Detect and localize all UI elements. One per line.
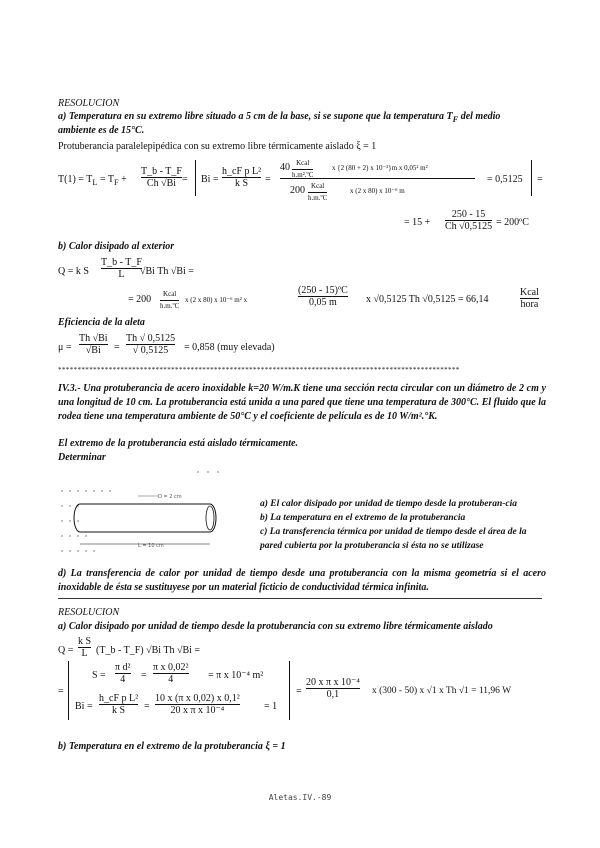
part-a-title-line2: ambiente es de 15°C.	[58, 125, 145, 136]
eq2-S-fraction-2: $\frac{\text{π x 0,02²}}{4}$	[153, 662, 189, 685]
divider-line	[58, 598, 542, 599]
length-label: L = 10 cm	[138, 543, 164, 549]
resolucion-heading: RESOLUCION	[58, 98, 120, 109]
bracket2-left	[68, 661, 69, 720]
question-a: a) El calor disipado por unidad de tiempo desde la protuberan-cia	[260, 499, 518, 509]
eq2-Bi-fraction-2: $\frac{\text{10 x (π x 0,02) x 0,1²}}{\text{20 x π x 10⁻⁴}}$	[155, 693, 240, 716]
eq-mu-fraction-2: $\frac{Th √ 0,5125}{√ 0,5125}$	[126, 333, 176, 356]
eq2-lead-equals: =	[58, 686, 64, 697]
eq2-Bi-lhs: Bi =	[75, 701, 93, 712]
eq2-Bi-result: = 1	[264, 701, 278, 712]
eq2-result-rest: x (300 - 50) x √1 x Th √1 = 11,96 W	[372, 686, 512, 696]
part-b-title: b) Calor disipado al exterior	[58, 241, 175, 252]
eq-bi-inner-denominator: 200 Kcal h.m.ºC x (2 x 80) x 10⁻⁶ m	[290, 182, 405, 202]
part2-a-title: a) Calor disipado por unidad de tiempo desde la protuberancia con su extremo libre térmicamente aislado	[58, 621, 493, 632]
cylinder-end	[206, 506, 214, 530]
eq-T1-end: =	[537, 174, 543, 185]
eq2-Bi-equals: =	[144, 701, 150, 712]
eq-Q2-a: = 200	[128, 294, 152, 305]
eq2-Bi-fraction: $\frac{\text{h\_cF p L²}}{\text{k S}}$	[99, 693, 139, 716]
eq-mu-equals: =	[114, 342, 120, 353]
eq-bi-label: Bi =	[201, 174, 219, 185]
eq2-result-equals: =	[296, 686, 302, 697]
eq-Q2-result-unit: Kcal hora	[520, 287, 539, 310]
question-list	[260, 497, 542, 553]
eq-Q-lhs: Q = k S	[58, 266, 89, 277]
fin-figure	[58, 466, 258, 566]
page-footer: Aletas.IV.-89	[268, 793, 332, 802]
eq-T1-result-b: = 200ºC	[496, 217, 529, 228]
eq2-S-result: = π x 10⁻⁴ m²	[208, 670, 264, 681]
part-a-title-line1: a) Temperatura en su extremo libre situado a 5 cm de la base, si se supone que la temperatura $T_F$ del medio	[58, 111, 501, 124]
protuberance-description: Protuberancia paralelepipédica con su extremo libre térmicamente aislado ξ = 1	[58, 141, 377, 152]
eq-Q-rest: √Bi Th √Bi =	[140, 266, 194, 277]
question-c: c) La transferencia térmica por unidad de tiempo desde el área de la pared cubierta por la protuberancia si ésta no se utilizase	[260, 527, 527, 551]
eq-T1-result-fraction: $\frac{250 - 15}{Ch √0,5125}$	[445, 209, 493, 232]
resolucion-heading-2: RESOLUCION	[58, 607, 120, 618]
eq2-Q-fraction: $\frac{\text{k S}}{L}$	[78, 636, 92, 659]
eq-T1-equals: =	[182, 174, 188, 185]
eq-T1-fraction: $\frac{T\_b - T\_F}{Ch √Bi}$	[141, 166, 182, 189]
determine-label: Determinar	[58, 452, 106, 463]
eq-T1-lhs: $T(1) = T_L = T_F$ +	[58, 174, 127, 187]
fluid-dots	[61, 471, 218, 551]
bracket-right	[531, 160, 532, 196]
question-b: b) La temperatura en el extremo de la protuberancia	[260, 513, 466, 523]
eq-mu-lhs: μ =	[58, 342, 72, 353]
cylinder-body	[74, 504, 216, 532]
eq-Q2-unit: Kcal h.m.ºC	[160, 290, 180, 310]
eq-Q2-c: x √0,5125 Th √0,5125 = 66,14	[366, 294, 489, 305]
eq2-Q-rest: (T_b - T_F) √Bi Th √Bi =	[96, 645, 201, 656]
eq-T1-result-a: = 15 +	[404, 217, 431, 228]
eq-Q2-b: x (2 x 80) x 10⁻⁶ m² x	[185, 296, 248, 304]
eq2-result-fraction: $\frac{\text{20 x π x 10⁻⁴}}{0,1}$	[306, 677, 360, 700]
bracket-left	[195, 160, 196, 196]
eq-bi-equals: =	[265, 174, 271, 185]
question-d: d) La transferencia de calor por unidad de tiempo desde una protuberancia con la misma geometría si el acero inoxidable de ésta se sustituyese por un material ficticio de conductividad térmica infinita.	[58, 568, 546, 593]
eq2-Q-lhs: Q =	[58, 645, 74, 656]
efficiency-title: Eficiencia de la aleta	[58, 317, 145, 328]
eq-bi-inner-numerator: 40 Kcal h.m².ºC x {2 (80 + 2) x 10⁻³}m x 0,05² m²	[280, 158, 475, 179]
eq-Q-fraction: $\frac{T\_b - T\_F}{L}$	[101, 257, 142, 280]
eq-Q2-fraction: $\frac{\text{(250 - 15)ºC}}{0,05 m}$	[298, 285, 348, 308]
eq-mu-result: = 0,858 (muy elevada)	[184, 342, 275, 353]
eq-bi-fraction: $\frac{\text{h\_cF p L²}}{\text{k S}}$	[222, 166, 262, 189]
problem-statement: IV.3.- Una protuberancia de acero inoxidable k=20 W/m.K tiene una sección recta circular con un diámetro de 2 cm y una longitud de 10 cm. La protuberancia está unida a una pared que tiene una temperatura de 300°C. El fluido que la rodea tiene una temperatura ambiente de 50°C y el coeficiente de película es de 10 W/m².°K.	[58, 383, 546, 422]
eq2-S-lhs: S =	[92, 670, 106, 681]
diameter-label: D = 2 cm	[158, 494, 182, 500]
eq2-S-equals: =	[141, 670, 147, 681]
eq-bi-result: = 0,5125	[487, 174, 523, 185]
part2-b-title: b) Temperatura en el extremo de la protuberancia ξ = 1	[58, 741, 286, 752]
insulated-note: El extremo de la protuberancia está aislado térmicamente.	[58, 438, 298, 449]
separator-stars: *******************************************************************************************************	[58, 366, 460, 374]
eq-mu-fraction-1: $\frac{Th √Bi}{√Bi}$	[79, 333, 108, 356]
bracket2-right	[289, 661, 290, 720]
eq2-S-fraction: $\frac{\text{π d²}}{4}$	[115, 662, 131, 685]
